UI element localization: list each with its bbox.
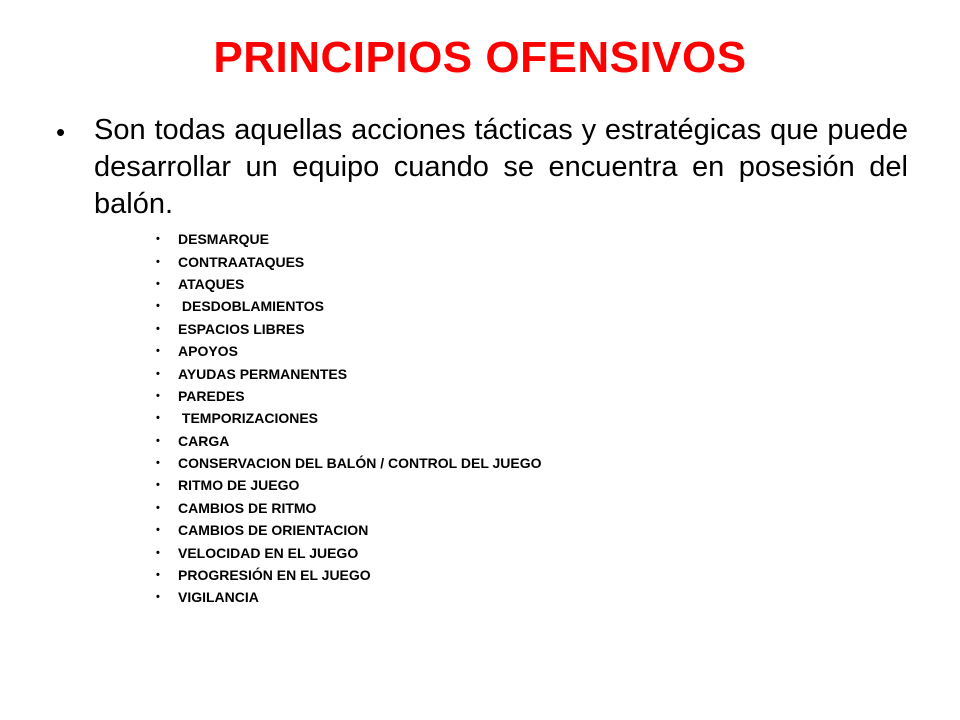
list-item <box>156 452 856 474</box>
list-bullet: • <box>156 389 160 402</box>
list-bullet: • <box>156 255 160 268</box>
slide-title: PRINCIPIOS OFENSIVOS <box>213 33 747 82</box>
list-item-label: TEMPORIZACIONES <box>178 410 319 427</box>
list-bullet: • <box>156 501 160 514</box>
list-item <box>156 497 856 519</box>
list-item-label: ESPACIOS LIBRES <box>178 320 305 337</box>
list-item <box>156 362 856 384</box>
list-item-label: ATAQUES <box>178 275 245 292</box>
list-bullet: • <box>156 412 160 425</box>
list-bullet: • <box>156 524 160 537</box>
list-item-label: DESDOBLAMIENTOS <box>178 298 324 315</box>
intro-paragraph <box>56 112 908 223</box>
list-item-label: PAREDES <box>178 387 245 404</box>
list-bullet: • <box>156 345 160 358</box>
list-item-label: CARGA <box>178 432 230 449</box>
list-item <box>156 250 856 272</box>
list-item <box>156 295 856 317</box>
list-item <box>156 541 856 563</box>
list-bullet: • <box>156 569 160 582</box>
list-item <box>156 474 856 496</box>
list-item-label: DESMARQUE <box>178 231 270 248</box>
list-item <box>156 430 856 452</box>
intro-text: Son todas aquellas acciones tácticas y estratégicas que puede desarrollar un equipo cuando se encuentra en posesión del balón. <box>94 114 908 220</box>
list-item <box>156 340 856 362</box>
list-item-label: AYUDAS PERMANENTES <box>178 365 348 382</box>
principles-list <box>156 228 856 609</box>
list-bullet: • <box>156 479 160 492</box>
list-bullet: • <box>156 322 160 335</box>
list-item-label: RITMO DE JUEGO <box>178 477 300 494</box>
list-item-label: VELOCIDAD EN EL JUEGO <box>178 544 359 561</box>
list-item-label: PROGRESIÓN EN EL JUEGO <box>178 567 371 584</box>
list-bullet: • <box>156 367 160 380</box>
intro-bullet: • <box>56 117 66 147</box>
list-bullet: • <box>156 300 160 313</box>
list-bullet: • <box>156 434 160 447</box>
list-bullet: • <box>156 457 160 470</box>
list-item-label: CONTRAATAQUES <box>178 253 305 270</box>
list-item-label: CONSERVACION DEL BALÓN / CONTROL DEL JUEGO <box>178 455 542 472</box>
list-item <box>156 385 856 407</box>
list-bullet: • <box>156 591 160 604</box>
list-item-label: CAMBIOS DE ORIENTACION <box>178 522 369 539</box>
list-item <box>156 228 856 250</box>
list-item <box>156 318 856 340</box>
list-item <box>156 519 856 541</box>
list-item-label: VIGILANCIA <box>178 589 259 606</box>
list-item-label: CAMBIOS DE RITMO <box>178 499 317 516</box>
list-item <box>156 586 856 608</box>
list-bullet: • <box>156 233 160 246</box>
list-bullet: • <box>156 546 160 559</box>
list-item-label: APOYOS <box>178 343 238 360</box>
list-item <box>156 564 856 586</box>
list-bullet: • <box>156 277 160 290</box>
list-item <box>156 273 856 295</box>
list-item <box>156 407 856 429</box>
